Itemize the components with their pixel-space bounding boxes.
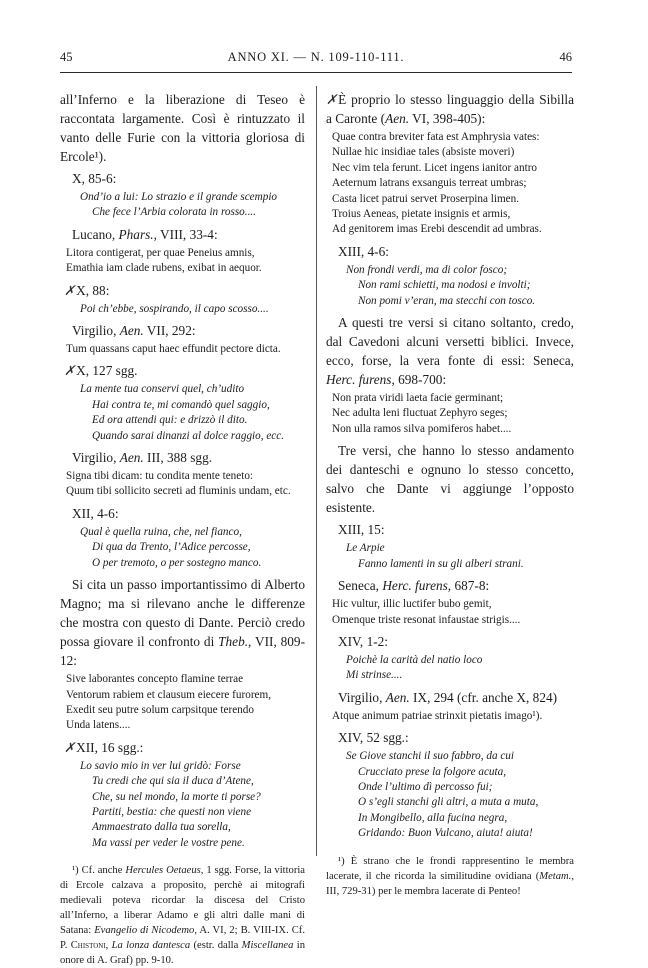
verse-line: Mi strinse....: [346, 669, 403, 682]
verse-line: O s’egli stanchi gli altri, a muta a muta,: [358, 796, 539, 809]
verse-line: Ed ora attendi qui: e drizzò il dito.: [92, 414, 248, 427]
paragraph: A questi tre versi si citano soltanto, credo, dal Cavedoni alcuni versetti biblici. Invece, ecco, forse, la vera fonte di essi: Seneca, Herc. furens, 698-700:: [326, 315, 574, 388]
verse-line: Nullae hic insidiae tales (absiste moveri): [332, 146, 515, 159]
dante-quote: [326, 541, 574, 572]
verse-line: Poi ch’ebbe, sospirando, il capo scosso....: [80, 302, 269, 315]
verse-line: Onde l’ultimo dì percosso fui;: [358, 780, 493, 793]
verse-line: Gridando: Buon Vulcano, aiuta! aiuta!: [358, 827, 533, 840]
page-number-right: 46: [559, 50, 572, 64]
verse-line: Non rami schietti, ma nodosi e involti;: [358, 279, 531, 292]
margin-mark-icon: ✗: [326, 92, 338, 107]
paragraph: ✗È proprio lo stesso linguaggio della Sibilla a Caronte (Aen. VI, 398-405):: [326, 92, 574, 126]
verse-line: Hic vultur, illic luctifer bubo gemit,: [332, 598, 492, 611]
verse-line: Qual è quella ruina, che, nel fianco,: [80, 525, 242, 538]
verse-reference: XIII, 15:: [338, 522, 385, 538]
verse-line: Ma vassi per veder le vostre pene.: [92, 836, 245, 849]
verse-line: Exedit seu putre solum carpsitque terendo: [66, 703, 254, 716]
paragraph: Si cita un passo importantissimo di Alberto Magno; ma si rilevano anche le differenze che mostra con questo di Dante. Perciò credo possa giovare il confronto di Theb., VII, 809-12:: [60, 577, 305, 669]
verse-line: Quae contra breviter fata est Amphrysia vates:: [332, 131, 540, 143]
verse-line: Nec vim tela ferunt. Licet ingens ianitor antro: [332, 161, 538, 174]
verse-line: Tum quassans caput haec effundit pectore dicta.: [66, 343, 281, 356]
verse-reference: ✗X, 88:: [64, 282, 110, 298]
verse-line: Nec adulta leni fluctuat Zephyro seges;: [332, 407, 508, 420]
verse-line: Casta licet patrui servet Proserpina limen.: [332, 192, 520, 205]
verse-reference: XII, 4-6:: [72, 505, 119, 521]
header-title: ANNO XI. — N. 109-110-111.: [227, 50, 405, 64]
paragraph: all’Inferno e la liberazione di Teseo è raccontata largamente. Così è rintuzzato il vanto delle Furie con la vittoria gloriosa di Ercole¹).: [60, 92, 305, 164]
verse-line: Che fece l’Arbia colorata in rosso....: [92, 206, 256, 219]
dante-quote: [60, 759, 305, 851]
dante-quote: [326, 263, 574, 309]
verse-line: Non frondi verdi, ma di color fosco;: [346, 263, 508, 276]
verse-line: Quum tibi sollicito secreti ad fluminis undam, etc.: [66, 485, 291, 498]
column-divider: [316, 86, 317, 856]
dante-quote: [326, 653, 574, 684]
left-column: [60, 90, 305, 968]
verse-line: Di qua da Trento, l’Adice percosse,: [92, 541, 251, 554]
source-reference: Virgilio, Aen. III, 388 sgg.: [72, 450, 213, 466]
margin-mark-icon: ✗: [64, 363, 76, 379]
page-number-left: 45: [60, 50, 73, 64]
verse-line: Hai contra te, mi comandò quel saggio,: [92, 398, 270, 411]
verse-line: Che, su nel mondo, la morte ti porse?: [92, 790, 261, 803]
latin-quote: [60, 342, 305, 357]
verse-line: Non pomi v’eran, ma stecchi con tosco.: [358, 294, 536, 307]
verse-line: Litora contigerat, per quae Peneius amnis,: [66, 246, 255, 259]
footnote: ¹) Cf. anche Hercules Oetaeus, 1 sgg. Forse, la vittoria di Ercole calzava a proposito, perchè ai mitografi medievali poteva ricordar la discesa del Cristo all’Inferno, a liberar Adamo e gli altri dalle mani di Satana: Evangelio di Nicodemo, A. VI, 2; B. VIII-IX. Cf. P. Chistoni, La lonza dantesca (estr. dalla Miscellanea in onore di A. Graf) pp. 9-10.: [60, 865, 306, 967]
verse-line: Crucciato prese la folgore acuta,: [358, 765, 507, 778]
latin-quote: [326, 130, 574, 238]
verse-line: Ammaestrato dalla tua sorella,: [92, 821, 231, 834]
verse-line: Signa tibi dicam: tu condita mente teneto:: [66, 470, 254, 483]
verse-line: Unda latens....: [66, 719, 131, 732]
verse-line: Non prata viridi laeta facie germinant;: [332, 392, 504, 405]
verse-line: In Mongibello, alla fucina negra,: [358, 811, 508, 824]
source-reference: Virgilio, Aen. VII, 292:: [72, 323, 196, 339]
verse-reference: ✗X, 127 sgg.: [64, 363, 138, 379]
verse-line: Fanno lamenti in su gli alberi strani.: [358, 557, 524, 570]
verse-reference: XIV, 1-2:: [338, 633, 388, 649]
paragraph: Tre versi, che hanno lo stesso andamento dei danteschi e ognuno lo stesso concetto, salvo che Dante vi aggiunge l’opposto esistente.: [326, 443, 574, 516]
verse-line: Atque animum patriae strinxit pietatis imago¹).: [332, 709, 543, 722]
dante-quote: [60, 525, 305, 571]
latin-quote: [326, 709, 574, 724]
verse-reference: XIII, 4-6:: [338, 243, 389, 259]
source-reference: Virgilio, Aen. IX, 294 (cfr. anche X, 824): [338, 689, 558, 705]
verse-line: Sive laborantes concepto flamine terrae: [66, 673, 244, 686]
header-rule: [60, 72, 572, 73]
latin-quote: [60, 469, 305, 500]
footnote: ¹) È strano che le frondi rappresentino le membra lacerate, il che ricorda la similitudine ovidiana (Metam., III, 729-31) per le membra lacerate di Penteo!: [326, 855, 574, 897]
verse-line: Lo savio mio in ver lui gridò: Forse: [80, 759, 241, 772]
latin-quote: [326, 391, 574, 437]
verse-line: Aeternum latrans exsanguis terreat umbras;: [332, 177, 527, 190]
verse-line: Ad genitorem imas Erebi descendit ad umbras.: [332, 223, 542, 236]
dante-quote: [326, 749, 574, 841]
latin-quote: [326, 597, 574, 628]
source-reference: Lucano, Phars., VIII, 33-4:: [72, 226, 218, 242]
right-column: [326, 90, 574, 899]
verse-line: Poichè la carità del natio loco: [346, 653, 483, 666]
verse-line: Le Arpie: [346, 542, 385, 555]
margin-mark-icon: ✗: [64, 282, 76, 298]
running-header: [60, 50, 572, 70]
verse-line: Omenque triste resonat infaustae strigis....: [332, 613, 521, 626]
dante-quote: [60, 382, 305, 444]
verse-line: Troius Aeneas, pietate insignis et armis,: [332, 208, 511, 221]
verse-line: Emathia iam clade rubens, exibat in aequor.: [66, 262, 262, 275]
verse-line: Tu credi che qui sia il duca d’Atene,: [92, 775, 254, 788]
source-reference: Seneca, Herc. furens, 687-8:: [338, 578, 490, 594]
verse-line: La mente tua conservi quel, ch’udito: [80, 383, 245, 396]
latin-quote: [60, 246, 305, 277]
dante-quote: [60, 190, 305, 221]
verse-line: Ond’io a lui: Lo strazio e il grande scempio: [80, 191, 278, 203]
verse-line: O per tremoto, o per sostegno manco.: [92, 556, 262, 569]
latin-quote: [60, 672, 305, 734]
verse-reference: XIV, 52 sgg.:: [338, 730, 409, 746]
dante-quote: [60, 302, 305, 317]
verse-line: Ventorum rabiem et clausum eiecere furorem,: [66, 688, 272, 701]
verse-line: Non ulla ramos silva pomiferos habet....: [332, 422, 512, 435]
verse-reference: ✗XII, 16 sgg.:: [64, 739, 144, 755]
verse-reference: X, 85-6:: [72, 171, 117, 186]
margin-mark-icon: ✗: [64, 739, 76, 755]
verse-line: Partiti, bestia: che questi non viene: [92, 805, 252, 818]
verse-line: Quando sarai dinanzi al dolce raggio, ecc.: [92, 429, 285, 442]
verse-line: Se Giove stanchi il suo fabbro, da cui: [346, 750, 514, 763]
